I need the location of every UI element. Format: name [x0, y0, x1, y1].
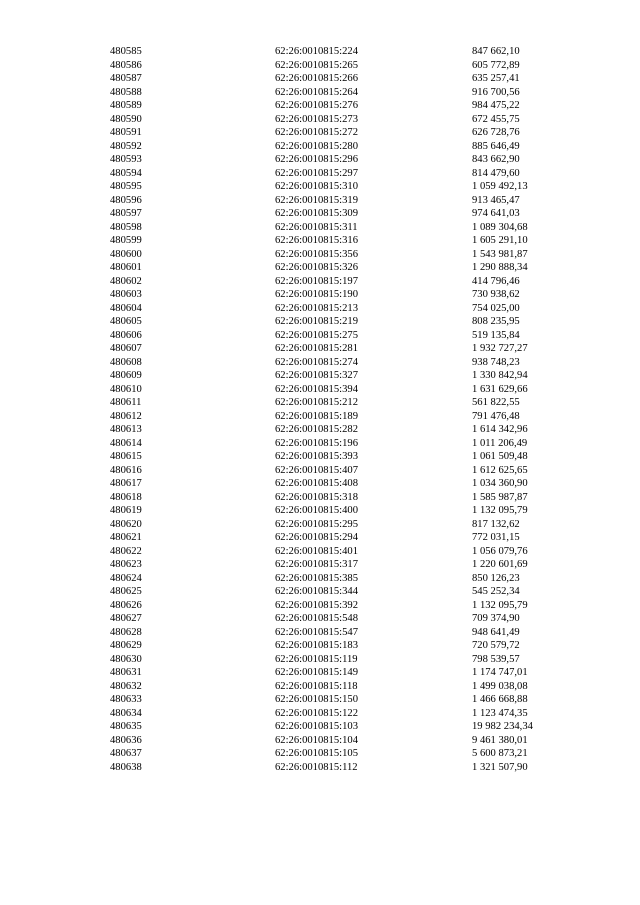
- cadastral-number: 62:26:0010815:103: [275, 721, 358, 732]
- table-row: [110, 761, 580, 775]
- row-number: 480630: [110, 653, 142, 665]
- table-row: [110, 59, 580, 73]
- cadastral-value: 772 031,15: [472, 532, 520, 543]
- table-row: [110, 572, 580, 586]
- cadastral-number: 62:26:0010815:547: [275, 626, 358, 638]
- cadastral-number: 62:26:0010815:190: [275, 289, 358, 300]
- row-number: 480604: [110, 302, 142, 314]
- cadastral-value: 19 982 234,34: [472, 721, 533, 732]
- cadastral-number: 62:26:0010815:105: [275, 748, 358, 759]
- cadastral-value: 605 772,89: [472, 59, 520, 71]
- table-row: [110, 707, 580, 721]
- row-number: 480586: [110, 59, 142, 71]
- row-number: 480622: [110, 545, 142, 557]
- cadastral-number: 62:26:0010815:394: [275, 383, 358, 395]
- cadastral-number: 62:26:0010815:273: [275, 113, 358, 125]
- table-row: [110, 275, 580, 289]
- table-row: [110, 113, 580, 127]
- table-row: [110, 126, 580, 140]
- table-row: [110, 180, 580, 194]
- table-row: [110, 86, 580, 100]
- row-number: 480628: [110, 626, 142, 638]
- cadastral-value: 1 543 981,87: [472, 248, 528, 260]
- row-number: 480601: [110, 262, 142, 273]
- row-number: 480607: [110, 343, 142, 354]
- cadastral-value: 913 465,47: [472, 194, 520, 206]
- cadastral-number: 62:26:0010815:296: [275, 154, 358, 165]
- row-number: 480609: [110, 370, 142, 381]
- table-row: [110, 477, 580, 491]
- row-number: 480599: [110, 235, 142, 246]
- cadastral-number: 62:26:0010815:189: [275, 410, 358, 422]
- table-row: [110, 531, 580, 545]
- row-number: 480633: [110, 694, 142, 705]
- table-row: [110, 545, 580, 559]
- row-number: 480621: [110, 532, 142, 543]
- data-table: [110, 45, 580, 774]
- row-number: 480632: [110, 680, 142, 692]
- table-row: [110, 599, 580, 613]
- cadastral-value: 730 938,62: [472, 289, 520, 300]
- cadastral-value: 808 235,95: [472, 316, 520, 327]
- row-number: 480615: [110, 451, 142, 462]
- table-row: [110, 747, 580, 761]
- row-number: 480598: [110, 221, 142, 233]
- cadastral-number: 62:26:0010815:393: [275, 451, 358, 462]
- table-row: [110, 626, 580, 640]
- row-number: 480611: [110, 397, 142, 408]
- cadastral-number: 62:26:0010815:112: [275, 761, 358, 773]
- table-row: [110, 680, 580, 694]
- row-number: 480612: [110, 410, 142, 422]
- table-row: [110, 221, 580, 235]
- row-number: 480619: [110, 505, 142, 516]
- cadastral-number: 62:26:0010815:295: [275, 518, 358, 530]
- table-row: [110, 612, 580, 626]
- row-number: 480592: [110, 140, 142, 152]
- row-number: 480637: [110, 748, 142, 759]
- cadastral-value: 1 011 206,49: [472, 437, 528, 449]
- cadastral-value: 1 174 747,01: [472, 667, 528, 678]
- row-number: 480588: [110, 86, 142, 98]
- table-row: [110, 167, 580, 181]
- cadastral-value: 1 932 727,27: [472, 343, 528, 354]
- table-row: [110, 518, 580, 532]
- cadastral-value: 414 796,46: [472, 275, 520, 287]
- table-row: [110, 410, 580, 424]
- row-number: 480605: [110, 316, 142, 327]
- cadastral-number: 62:26:0010815:224: [275, 46, 358, 57]
- cadastral-value: 1 499 038,08: [472, 680, 528, 692]
- cadastral-number: 62:26:0010815:280: [275, 140, 358, 152]
- cadastral-value: 1 220 601,69: [472, 559, 528, 570]
- row-number: 480603: [110, 289, 142, 300]
- row-number: 480613: [110, 424, 142, 435]
- row-number: 480602: [110, 275, 142, 287]
- cadastral-number: 62:26:0010815:385: [275, 572, 358, 584]
- row-number: 480597: [110, 208, 142, 219]
- cadastral-number: 62:26:0010815:196: [275, 437, 358, 449]
- table-row: [110, 72, 580, 86]
- row-number: 480634: [110, 707, 142, 719]
- cadastral-number: 62:26:0010815:392: [275, 599, 358, 611]
- table-row: [110, 383, 580, 397]
- table-row: [110, 207, 580, 221]
- cadastral-number: 62:26:0010815:272: [275, 127, 358, 138]
- table-row: [110, 693, 580, 707]
- row-number: 480596: [110, 194, 142, 206]
- table-row: [110, 248, 580, 262]
- table-row: [110, 315, 580, 329]
- table-row: [110, 140, 580, 154]
- cadastral-number: 62:26:0010815:265: [275, 59, 358, 71]
- cadastral-number: 62:26:0010815:275: [275, 329, 358, 341]
- cadastral-number: 62:26:0010815:197: [275, 275, 358, 287]
- cadastral-number: 62:26:0010815:317: [275, 559, 358, 570]
- row-number: 480631: [110, 667, 142, 678]
- cadastral-number: 62:26:0010815:294: [275, 532, 358, 543]
- cadastral-value: 1 034 360,90: [472, 478, 528, 489]
- cadastral-number: 62:26:0010815:264: [275, 86, 358, 98]
- cadastral-value: 1 330 842,94: [472, 370, 528, 381]
- cadastral-number: 62:26:0010815:311: [275, 221, 358, 233]
- table-row: [110, 666, 580, 680]
- cadastral-number: 62:26:0010815:327: [275, 370, 358, 381]
- cadastral-value: 850 126,23: [472, 572, 520, 584]
- row-number: 480617: [110, 478, 142, 489]
- table-row: [110, 423, 580, 437]
- row-number: 480595: [110, 181, 142, 192]
- cadastral-value: 885 646,49: [472, 140, 520, 152]
- cadastral-value: 1 132 095,79: [472, 505, 528, 516]
- table-row: [110, 356, 580, 370]
- cadastral-number: 62:26:0010815:183: [275, 640, 358, 651]
- table-row: [110, 302, 580, 316]
- cadastral-number: 62:26:0010815:356: [275, 248, 358, 260]
- table-row: [110, 437, 580, 451]
- table-row: [110, 396, 580, 410]
- row-number: 480610: [110, 383, 142, 395]
- row-number: 480591: [110, 127, 142, 138]
- cadastral-number: 62:26:0010815:119: [275, 653, 358, 665]
- cadastral-number: 62:26:0010815:282: [275, 424, 358, 435]
- table-row: [110, 720, 580, 734]
- row-number: 480589: [110, 100, 142, 111]
- row-number: 480593: [110, 154, 142, 165]
- cadastral-value: 5 600 873,21: [472, 748, 528, 759]
- row-number: 480587: [110, 73, 142, 84]
- cadastral-value: 635 257,41: [472, 73, 520, 84]
- cadastral-value: 1 290 888,34: [472, 262, 528, 273]
- cadastral-value: 1 321 507,90: [472, 761, 528, 773]
- table-row: [110, 329, 580, 343]
- row-number: 480626: [110, 599, 142, 611]
- table-row: [110, 734, 580, 748]
- cadastral-value: 1 585 987,87: [472, 491, 528, 503]
- row-number: 480629: [110, 640, 142, 651]
- cadastral-number: 62:26:0010815:219: [275, 316, 358, 327]
- cadastral-value: 817 132,62: [472, 518, 520, 530]
- table-row: [110, 369, 580, 383]
- row-number: 480636: [110, 734, 142, 746]
- row-number: 480594: [110, 167, 142, 179]
- row-number: 480614: [110, 437, 142, 449]
- table-row: [110, 653, 580, 667]
- cadastral-value: 1 631 629,66: [472, 383, 528, 395]
- cadastral-number: 62:26:0010815:548: [275, 613, 358, 624]
- cadastral-number: 62:26:0010815:150: [275, 694, 358, 705]
- cadastral-value: 1 612 625,65: [472, 464, 528, 476]
- cadastral-number: 62:26:0010815:274: [275, 356, 358, 368]
- cadastral-value: 974 641,03: [472, 208, 520, 219]
- table-row: [110, 450, 580, 464]
- cadastral-value: 938 748,23: [472, 356, 520, 368]
- table-row: [110, 288, 580, 302]
- table-row: [110, 585, 580, 599]
- row-number: 480606: [110, 329, 142, 341]
- table-row: [110, 99, 580, 113]
- row-number: 480608: [110, 356, 142, 368]
- cadastral-number: 62:26:0010815:310: [275, 181, 358, 192]
- row-number: 480624: [110, 572, 142, 584]
- cadastral-value: 916 700,56: [472, 86, 520, 98]
- row-number: 480618: [110, 491, 142, 503]
- cadastral-number: 62:26:0010815:297: [275, 167, 358, 179]
- cadastral-number: 62:26:0010815:344: [275, 586, 358, 597]
- cadastral-number: 62:26:0010815:276: [275, 100, 358, 111]
- table-row: [110, 491, 580, 505]
- cadastral-value: 545 252,34: [472, 586, 520, 597]
- cadastral-number: 62:26:0010815:104: [275, 734, 358, 746]
- cadastral-number: 62:26:0010815:149: [275, 667, 358, 678]
- table-row: [110, 234, 580, 248]
- cadastral-value: 709 374,90: [472, 613, 520, 624]
- cadastral-value: 814 479,60: [472, 167, 520, 179]
- cadastral-value: 1 614 342,96: [472, 424, 528, 435]
- cadastral-value: 9 461 380,01: [472, 734, 528, 746]
- table-row: [110, 261, 580, 275]
- row-number: 480625: [110, 586, 142, 597]
- cadastral-number: 62:26:0010815:319: [275, 194, 358, 206]
- row-number: 480620: [110, 518, 142, 530]
- row-number: 480600: [110, 248, 142, 260]
- row-number: 480585: [110, 46, 142, 57]
- table-row: [110, 153, 580, 167]
- cadastral-number: 62:26:0010815:408: [275, 478, 358, 489]
- cadastral-value: 1 061 509,48: [472, 451, 528, 462]
- cadastral-value: 672 455,75: [472, 113, 520, 125]
- cadastral-value: 561 822,55: [472, 397, 520, 408]
- row-number: 480635: [110, 721, 142, 732]
- cadastral-value: 626 728,76: [472, 127, 520, 138]
- row-number: 480623: [110, 559, 142, 570]
- cadastral-value: 1 132 095,79: [472, 599, 528, 611]
- cadastral-number: 62:26:0010815:407: [275, 464, 358, 476]
- row-number: 480627: [110, 613, 142, 624]
- cadastral-value: 754 025,00: [472, 302, 520, 314]
- table-row: [110, 558, 580, 572]
- cadastral-number: 62:26:0010815:281: [275, 343, 358, 354]
- table-row: [110, 464, 580, 478]
- cadastral-value: 1 123 474,35: [472, 707, 528, 719]
- cadastral-value: 1 605 291,10: [472, 235, 528, 246]
- row-number: 480638: [110, 761, 142, 773]
- table-row: [110, 639, 580, 653]
- cadastral-number: 62:26:0010815:122: [275, 707, 358, 719]
- cadastral-number: 62:26:0010815:212: [275, 397, 358, 408]
- cadastral-number: 62:26:0010815:318: [275, 491, 358, 503]
- cadastral-value: 1 059 492,13: [472, 181, 528, 192]
- table-row: [110, 194, 580, 208]
- cadastral-number: 62:26:0010815:316: [275, 235, 358, 246]
- cadastral-number: 62:26:0010815:401: [275, 545, 358, 557]
- cadastral-value: 1 089 304,68: [472, 221, 528, 233]
- table-row: [110, 45, 580, 59]
- cadastral-value: 948 641,49: [472, 626, 520, 638]
- cadastral-value: 1 056 079,76: [472, 545, 528, 557]
- cadastral-value: 720 579,72: [472, 640, 520, 651]
- table-row: [110, 504, 580, 518]
- row-number: 480616: [110, 464, 142, 476]
- cadastral-number: 62:26:0010815:400: [275, 505, 358, 516]
- cadastral-value: 847 662,10: [472, 46, 520, 57]
- cadastral-number: 62:26:0010815:118: [275, 680, 358, 692]
- cadastral-value: 843 662,90: [472, 154, 520, 165]
- cadastral-number: 62:26:0010815:309: [275, 208, 358, 219]
- cadastral-value: 791 476,48: [472, 410, 520, 422]
- cadastral-value: 519 135,84: [472, 329, 520, 341]
- table-row: [110, 342, 580, 356]
- cadastral-number: 62:26:0010815:266: [275, 73, 358, 84]
- cadastral-number: 62:26:0010815:326: [275, 262, 358, 273]
- cadastral-number: 62:26:0010815:213: [275, 302, 358, 314]
- cadastral-value: 984 475,22: [472, 100, 520, 111]
- cadastral-value: 798 539,57: [472, 653, 520, 665]
- cadastral-value: 1 466 668,88: [472, 694, 528, 705]
- row-number: 480590: [110, 113, 142, 125]
